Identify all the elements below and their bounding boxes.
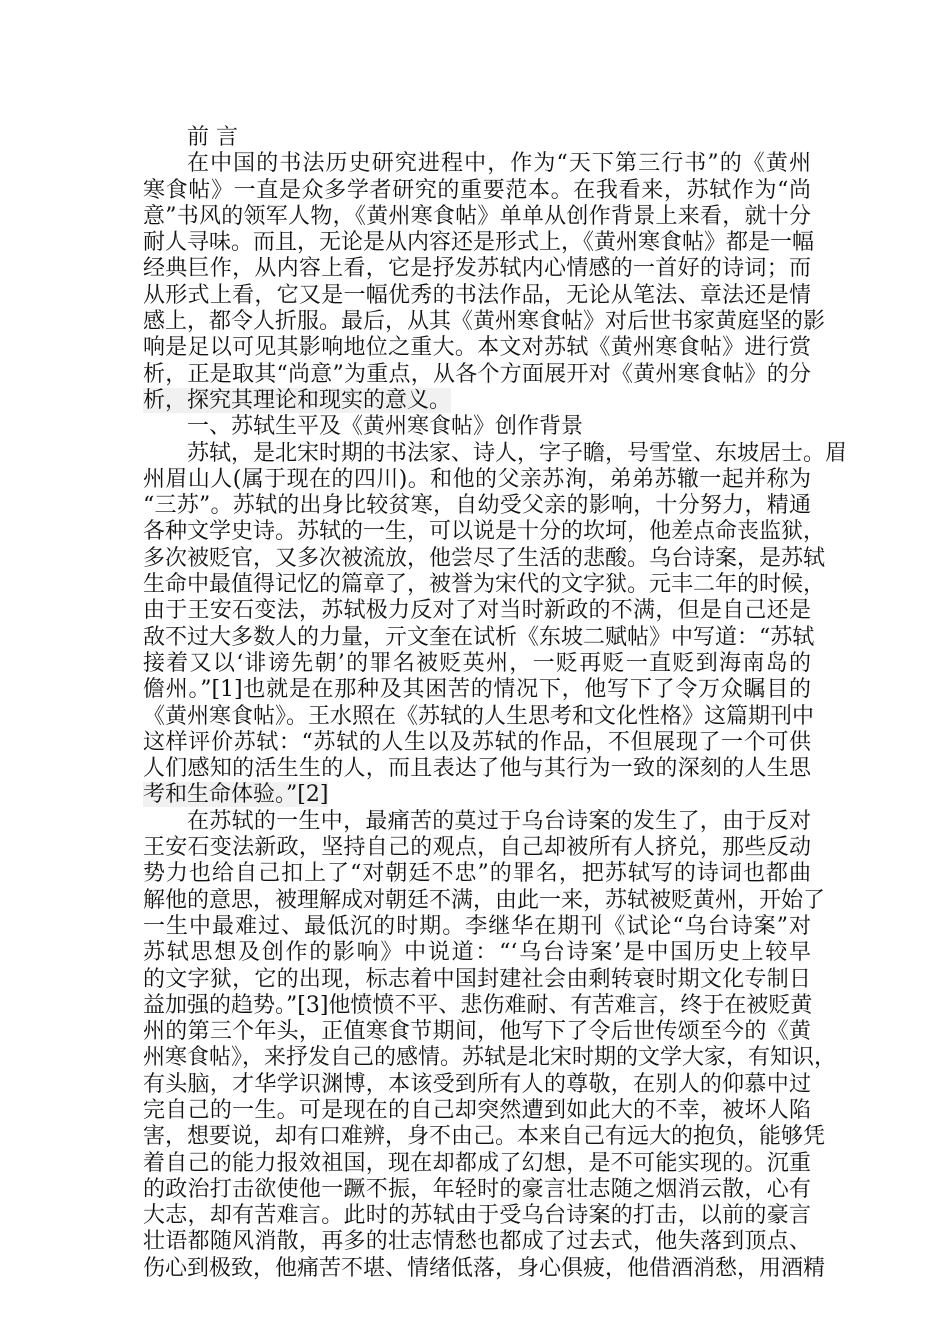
paragraph-intro [143, 151, 826, 414]
text-line: 意”书风的领军人物，《黄州寒食帖》单单从创作背景上来看，就十分 [143, 203, 811, 229]
text-line: 在苏轼的一生中，最痛苦的莫过于乌台诗案的发生了，由于反对 [187, 808, 811, 834]
text-line: 的文字狱，它的出现，标志着中国封建社会由剩转衰时期文化专制日 [143, 966, 811, 992]
text-line-last: 考和生命体验。”[2] [143, 782, 329, 808]
text-line: 经典巨作，从内容上看，它是抒发苏轼内心情感的一首好的诗词；而 [143, 256, 811, 282]
text-line: 接着又以‘诽谤先朝’的罪名被贬英州，一贬再贬一直贬到海南岛的 [143, 650, 811, 676]
text-line: 壮语都随风消散，再多的壮志情愁也都成了过去式，他失落到顶点、 [143, 1229, 811, 1255]
text-line: 势力也给自己扣上了“对朝廷不忠”的罪名，把苏轼写的诗词也都曲 [143, 861, 811, 887]
document-body [143, 125, 848, 1282]
text-line: 一生中最难过、最低沉的时期。李继华在期刊《试论“乌台诗案”对 [143, 913, 811, 939]
text-line: 生命中最值得记忆的篇章了，被誉为宋代的文字狱。元丰二年的时候， [143, 572, 826, 598]
text-line: 州寒食帖》，来抒发自己的感情。苏轼是北宋时期的文学大家，有知识， [143, 1045, 837, 1071]
text-line: 各种文学史诗。苏轼的一生，可以说是十分的坎坷，他差点命丧监狱， [143, 519, 826, 545]
text-line: 州的第三个年头，正值寒食节期间，他写下了令后世传颂至今的《黄 [143, 1019, 811, 1045]
section-heading: 一、苏轼生平及《黄州寒食帖》创作背景 [187, 414, 584, 440]
text-line: 敌不过大多数人的力量，亓文奎在试析《东坡二赋帖》中写道：“苏轼 [143, 624, 815, 650]
text-line: 寒食帖》一直是众多学者研究的重要范本。在我看来，苏轼作为“尚 [143, 177, 811, 203]
text-line: 苏轼思想及创作的影响》中说道：“‘乌台诗案’是中国历史上较早 [143, 940, 811, 966]
text-line: 感上，都令人折服。最后，从其《黄州寒食帖》对后世书家黄庭坚的影 [143, 309, 826, 335]
text-line: 害，想要说，却有口难辨，身不由己。本来自己有远大的抱负，能够凭 [143, 1124, 826, 1150]
text-line: 从形式上看，它又是一幅优秀的书法作品，无论从笔法、章法还是情 [143, 282, 811, 308]
paragraph-wutai-case [143, 808, 837, 1282]
text-line: 益加强的趋势。”[3]他愤愤不平、悲伤难耐、有苦难言，终于在被贬黄 [143, 992, 813, 1018]
text-line: 大志，却有苦难言。此时的苏轼由于受乌台诗案的打击，以前的豪言 [143, 1203, 811, 1229]
text-line: 着自己的能力报效祖国，现在却都成了幻想，是不可能实现的。沉重 [143, 1150, 811, 1176]
text-line: 伤心到极致，他痛苦不堪、情绪低落，身心俱疲，他借酒消愁，用酒精 [143, 1255, 826, 1281]
text-line: 这样评价苏轼：“苏轼的人生以及苏轼的作品，不但展现了一个可供 [143, 729, 811, 755]
text-line: 《黄州寒食帖》。王水照在《苏轼的人生思考和文化性格》这篇期刊中 [143, 703, 815, 729]
text-line: 解他的意思，被理解成对朝廷不满，由此一来，苏轼被贬黄州，开始了 [143, 887, 826, 913]
paragraph-biography [143, 440, 848, 809]
text-line: 苏轼，是北宋时期的书法家、诗人，字子瞻，号雪堂、东坡居士。眉 [187, 440, 848, 466]
text-line: 王安石变法新政，坚持自己的观点，自己却被所有人挤兑，那些反动 [143, 835, 811, 861]
text-line: “三苏”。苏轼的出身比较贫寒，自幼受父亲的影响，十分努力，精通 [143, 493, 811, 519]
text-line: 人们感知的活生生的人，而且表达了他与其行为一致的深刻的人生思 [143, 756, 811, 782]
text-line: 耐人寻味。而且，无论是从内容还是形式上，《黄州寒食帖》都是一幅 [143, 230, 815, 256]
text-line: 州眉山人(属于现在的四川)。和他的父亲苏洵，弟弟苏辙一起并称为 [143, 466, 811, 492]
text-line: 在中国的书法历史研究进程中，作为“天下第三行书”的《黄州 [187, 151, 811, 177]
preface-heading: 前 言 [187, 125, 238, 150]
text-line [143, 782, 811, 808]
text-line: 析，正是取其“尚意”为重点，从各个方面展开对《黄州寒食帖》的分 [143, 361, 811, 387]
text-line: 响是足以可见其影响地位之重大。本文对苏轼《黄州寒食帖》进行赏 [143, 335, 811, 361]
text-line: 儋州。”[1]也就是在那种及其困苦的情况下，他写下了令万众瞩目的 [143, 677, 811, 703]
text-line [143, 388, 811, 414]
text-line-last: 析，探究其理论和现实的意义。 [143, 387, 452, 413]
text-line: 多次被贬官，又多次被流放，他尝尽了生活的悲酸。乌台诗案，是苏轼 [143, 545, 826, 571]
text-line: 完自己的一生。可是现在的自己却突然遭到如此大的不幸，被坏人陷 [143, 1097, 811, 1123]
text-line: 的政治打击欲使他一蹶不振，年轻时的豪言壮志随之烟消云散，心有 [143, 1176, 811, 1202]
text-line: 有头脑，才华学识渊博，本该受到所有人的尊敬，在别人的仰慕中过 [143, 1071, 811, 1097]
text-line: 由于王安石变法，苏轼极力反对了对当时新政的不满，但是自己还是 [143, 598, 811, 624]
